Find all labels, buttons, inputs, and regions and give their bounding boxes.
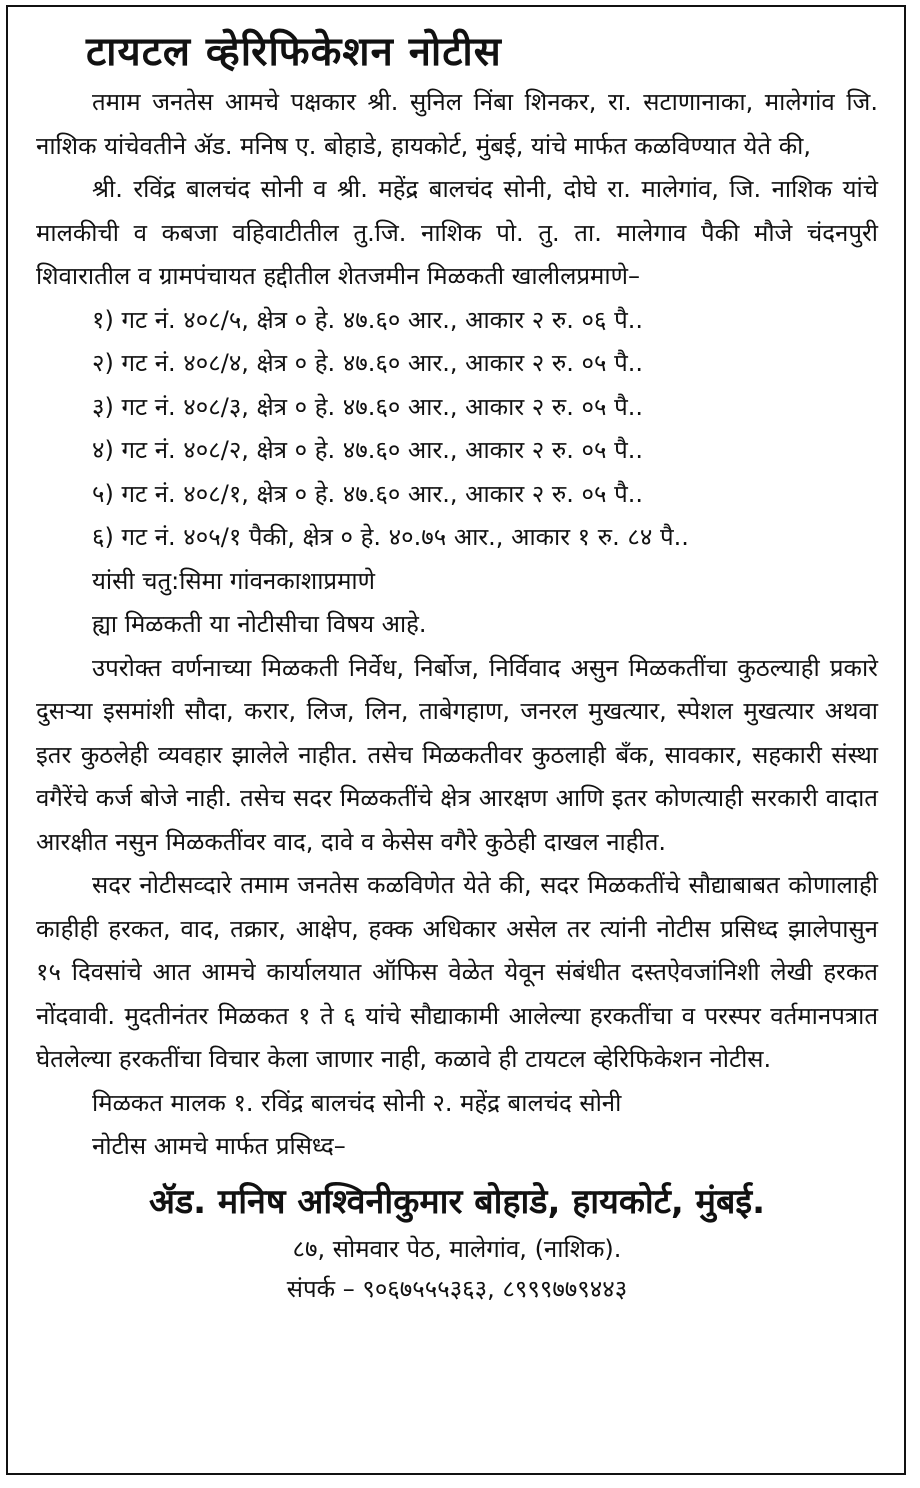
property-item-6: ६) गट नं. ४०५/१ पैकी, क्षेत्र ० हे. ४०.७५ आर., आकार १ रु. ८४ पै..	[92, 523, 689, 551]
notice-box	[6, 5, 906, 1475]
encumbrance-paragraph: उपरोक्त वर्णनाच्या मिळकती निर्वेध, निर्बोज, निर्विवाद असुन मिळकतींचा कुठल्याही प्रकारे दुसऱ्या इसमांशी सौदा, करार, लिज, लिन, ताबेगहाण, जनरल मुखत्यार, स्पेशल मुखत्यार अथवा इतर कुठलेही व्यवहार झालेले नाहीत. तसेच मिळकतीवर कुठलाही बँक, सावकार, सहकारी संस्था वगैरेंचे कर्ज बोजे नाही. तसेच सदर मिळकतींचे क्षेत्र आरक्षण आणि इतर कोणत्याही सरकारी वादात आरक्षीत नसुन मिळकतींवर वाद, दावे व केसेस वगैरे कुठेही दाखल नाहीत.	[36, 653, 878, 856]
intro-paragraph: तमाम जनतेस आमचे पक्षकार श्री. सुनिल निंबा शिनकर, रा. सटाणानाका, मालेगांव जि. नाशिक यांचेवतीने ॲड. मनिष ए. बोहाडे, हायकोर्ट, मुंबई, यांचे मार्फत कळविण्यात येते की,	[36, 88, 878, 160]
property-item-1: १) गट नं. ४०८/५, क्षेत्र ० हे. ४७.६० आर., आकार २ रु. ०६ पै..	[92, 305, 643, 334]
owners-property-paragraph: श्री. रविंद्र बालचंद सोनी व श्री. महेंद्र बालचंद सोनी, दोघे रा. मालेगांव, जि. नाशिक यांचे मालकीची व कबजा वहिवाटीतील तु.जि. नाशिक पो. तु. ता. मालेगाव पैकी मौजे चंदनपुरी शिवारातील व ग्रामपंचायत हद्दीतील शेतजमीन मिळकती खालीलप्रमाणे–	[36, 175, 878, 290]
property-item-5: ५) गट नं. ४०८/१, क्षेत्र ० हे. ४७.६० आर., आकार २ रु. ०५ पै..	[92, 479, 643, 508]
property-item-3: ३) गट नं. ४०८/३, क्षेत्र ० हे. ४७.६० आर., आकार २ रु. ०५ पै..	[92, 392, 643, 421]
owners-line: मिळकत मालक १. रविंद्र बालचंद सोनी २. महेंद्र बालचंद सोनी	[92, 1088, 622, 1117]
published-line: नोटीस आमचे मार्फत प्रसिध्द–	[92, 1132, 346, 1160]
boundary-line: यांसी चतु:सिमा गांवनकाशाप्रमाणे	[92, 566, 375, 595]
property-list	[36, 299, 878, 560]
notice-title: टायटल व्हेरिफिकेशन नोटीस	[86, 29, 502, 75]
objection-paragraph: सदर नोटीसव्दारे तमाम जनतेस कळविणेत येते की, सदर मिळकतींचे सौद्याबाबत कोणालाही काहीही हरकत, वाद, तक्रार, आक्षेप, हक्क अधिकार असेल तर त्यांनी नोटीस प्रसिध्द झालेपासुन १५ दिवसांचे आत आमचे कार्यालयात ऑफिस वेळेत येवून संबंधीत दस्तऐवजांनिशी लेखी हरकत नोंदवावी. मुदतीनंतर मिळकत १ ते ६ यांचे सौद्याकामी आलेल्या हरकतींचा व परस्पर वर्तमानपत्रात घेतलेल्या हरकतींचा विचार केला जाणार नाही, कळावे ही टायटल व्हेरिफिकेशन नोटीस.	[36, 871, 878, 1073]
property-item-2: २) गट नं. ४०८/४, क्षेत्र ० हे. ४७.६० आर., आकार २ रु. ०५ पै..	[92, 349, 643, 377]
advocate-address: ८७, सोमवार पेठ, मालेगांव, (नाशिक).	[292, 1234, 622, 1263]
subject-line: ह्या मिळकती या नोटीसीचा विषय आहे.	[92, 610, 427, 638]
advocate-contact: संपर्क – ९०६७५५५३६३, ८९९९७७९४४३	[286, 1274, 628, 1303]
advocate-name: ॲड. मनिष अश्विनीकुमार बोहाडे, हायकोर्ट, मुंबई.	[149, 1181, 765, 1222]
property-item-4: ४) गट नं. ४०८/२, क्षेत्र ० हे. ४७.६० आर., आकार २ रु. ०५ पै..	[92, 436, 643, 464]
